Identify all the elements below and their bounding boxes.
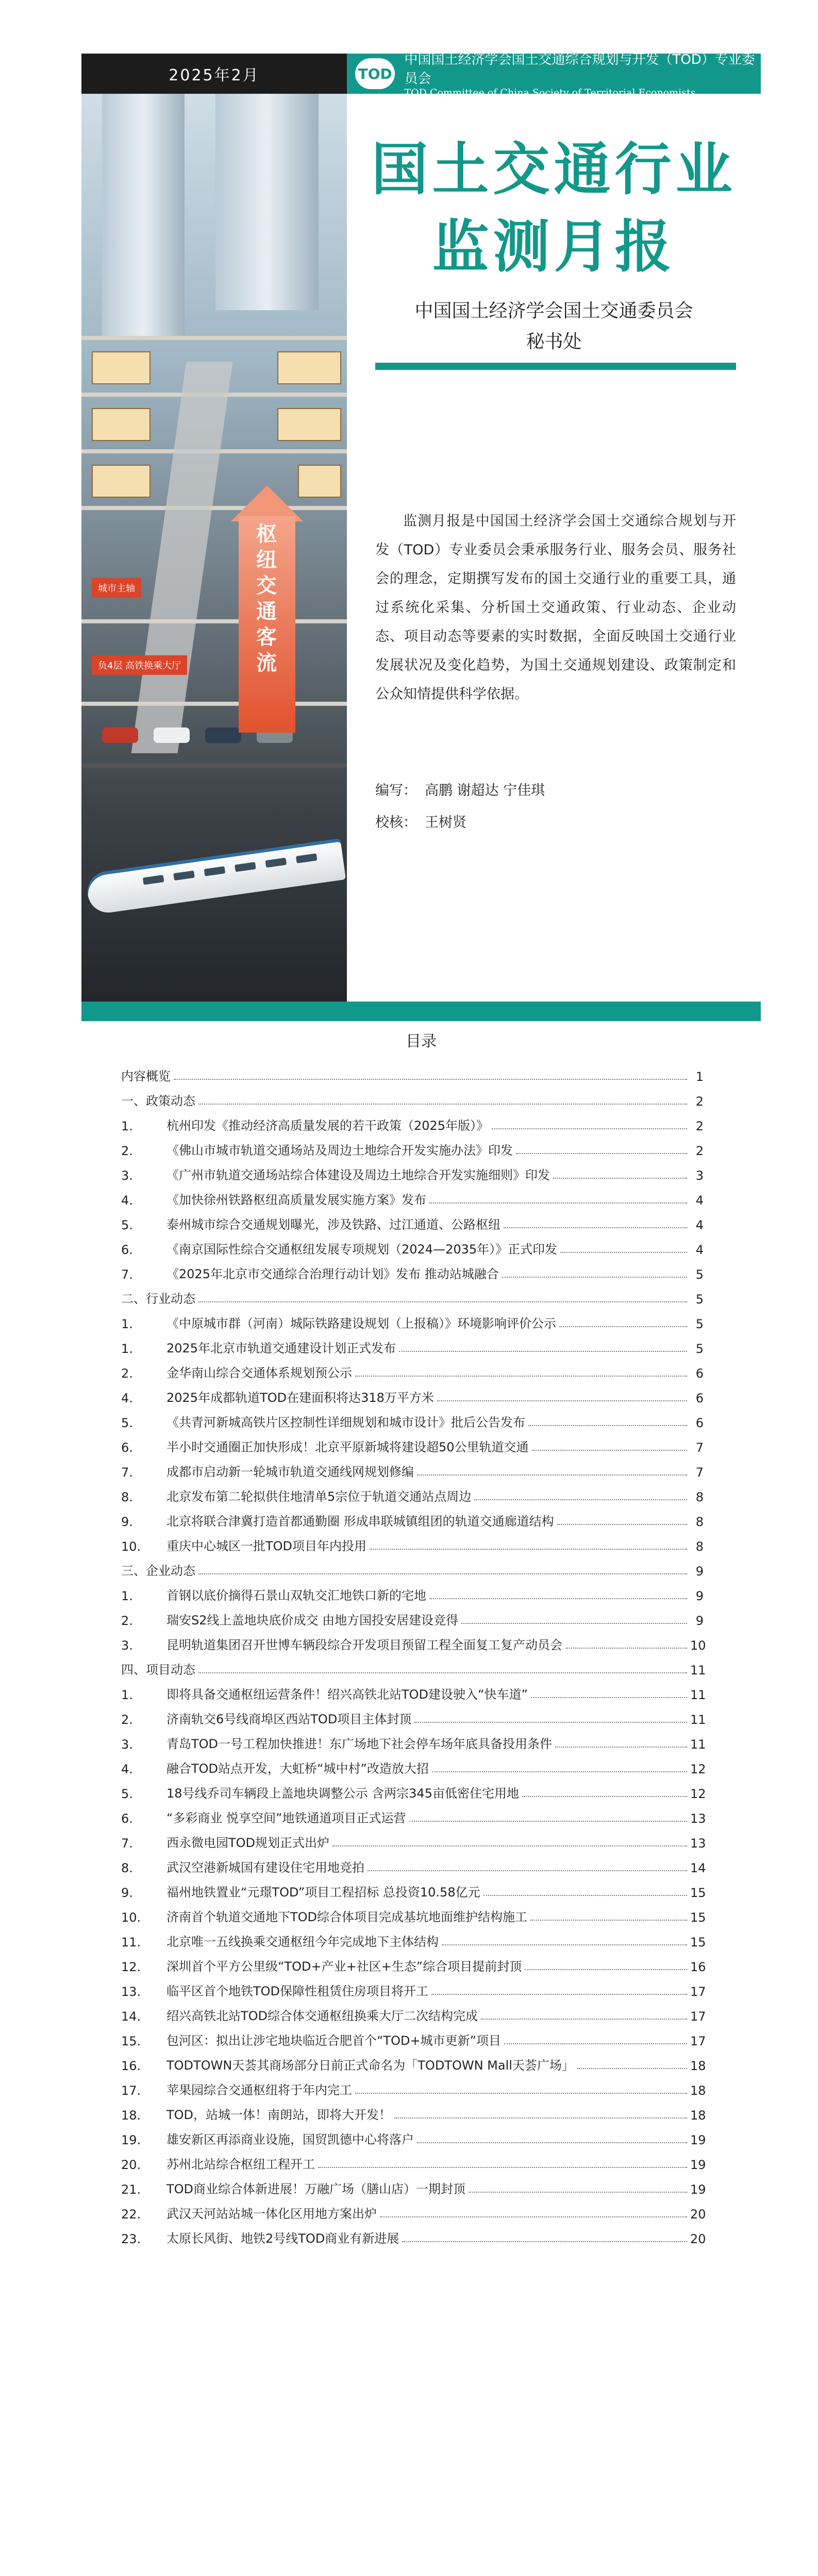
toc-leader-dots bbox=[409, 1821, 688, 1822]
toc-leader-dots bbox=[355, 2093, 687, 2094]
toc-page-number: 7 bbox=[695, 1440, 704, 1455]
toc-entry-number: 10. bbox=[121, 1910, 141, 1925]
toc-leader-dots bbox=[429, 1598, 687, 1599]
table-of-contents bbox=[121, 1059, 704, 2246]
organization-name-en: TOD Committee of China Society of Territorial Economists bbox=[404, 87, 696, 98]
mall-floor bbox=[81, 702, 347, 706]
toc-leader-dots bbox=[198, 1104, 687, 1105]
toc-entry-number: 4. bbox=[121, 1391, 133, 1405]
toc-entry[interactable] bbox=[121, 1752, 704, 1776]
toc-page-number: 15 bbox=[690, 1910, 706, 1925]
toc-page-number: 11 bbox=[690, 1663, 706, 1677]
toc-entry-title: 苹果园综合交通枢纽将于年内完工 bbox=[166, 2083, 352, 2097]
toc-entry-number: 10. bbox=[121, 1539, 141, 1554]
publisher: 中国国土经济学会国土交通委员会 秘书处 bbox=[414, 300, 693, 352]
toc-entry-title: 金华南山综合交通体系规划预公示 bbox=[166, 1366, 352, 1380]
toc-page-number: 19 bbox=[690, 2182, 706, 2197]
toc-entry[interactable] bbox=[121, 1430, 704, 1455]
toc-leader-dots bbox=[474, 1499, 687, 1500]
toc-entry[interactable] bbox=[121, 1208, 704, 1232]
toc-entry-number: 1. bbox=[121, 1342, 133, 1356]
organization-banner bbox=[347, 52, 761, 98]
toc-leader-dots bbox=[198, 1573, 687, 1574]
toc-leader-dots bbox=[429, 1202, 687, 1204]
toc-entry[interactable] bbox=[121, 1257, 704, 1282]
toc-entry-number: 2. bbox=[121, 1614, 133, 1628]
toc-entry-number: 12. bbox=[121, 1960, 141, 1974]
toc-entry[interactable] bbox=[121, 1851, 704, 1875]
toc-entry-title: 《加快徐州铁路枢纽高质量发展实施方案》发布 bbox=[166, 1193, 426, 1207]
toc-entry[interactable] bbox=[121, 1529, 704, 1554]
toc-entry-title: 济南轨交6号线商埠区西站TOD项目主体封顶 bbox=[166, 1712, 412, 1726]
toc-entry-title: 太原长风街、地铁2号线TOD商业有新进展 bbox=[166, 2231, 399, 2246]
toc-page-number: 7 bbox=[695, 1465, 704, 1480]
toc-entry[interactable] bbox=[121, 2172, 704, 2197]
toc-entry-title: 《共青河新城高铁片区控制性详细规划和城市设计》批后公告发布 bbox=[166, 1415, 525, 1430]
toc-entry-number: 7. bbox=[121, 1836, 133, 1851]
toc-page-number: 16 bbox=[690, 1960, 706, 1974]
toc-entry-title: 即将具备交通枢纽运营条件！绍兴高铁北站TOD建设驶入“快车道” bbox=[166, 1687, 528, 1702]
shop-unit bbox=[277, 408, 341, 441]
toc-entry-number: 5. bbox=[121, 1787, 133, 1801]
toc-page-number: 1 bbox=[695, 1070, 704, 1084]
toc-entry-title: 昆明轨道集团召开世博车辆段综合开发项目预留工程全面复工复产动员会 bbox=[166, 1638, 562, 1652]
toc-leader-dots bbox=[332, 1845, 687, 1846]
toc-leader-dots bbox=[417, 2142, 687, 2143]
editors-line: 编写： 高鹏 谢超达 宁佳琪 bbox=[375, 783, 545, 799]
toc-entry[interactable] bbox=[121, 1677, 704, 1702]
toc-entry[interactable] bbox=[121, 1999, 704, 2024]
toc-entry-title: 融合TOD站点开发，大虹桥“城中村”改造放大招 bbox=[166, 1761, 429, 1776]
toc-entry-title: 《佛山市城市轨道交通场站及周边土地综合开发实施办法》印发 bbox=[166, 1143, 513, 1158]
toc-page-number: 18 bbox=[690, 2059, 706, 2073]
toc-entry[interactable] bbox=[121, 1381, 704, 1405]
toc-entry[interactable] bbox=[121, 2123, 704, 2147]
toc-entry[interactable] bbox=[121, 1455, 704, 1480]
toc-entry[interactable] bbox=[121, 1702, 704, 1727]
toc-leader-dots bbox=[531, 1697, 687, 1698]
toc-entry[interactable] bbox=[121, 2197, 704, 2222]
intro-paragraph: 监测月报是中国国土经济学会国土交通综合规划与开发（TOD）专业委员会秉承服务行业、服务会员、服务社会的理念，定期撰写发布的国土交通行业的重要工具，通过系统化采集、分析国土交通政策、行业动态、企业动态、项目动态等要素的实时数据，全面反映国土交通行业发展状况及变化趋势，为国土交通规划建设、政策制定和公众知情提供科学依据。 bbox=[375, 513, 736, 702]
toc-entry-title: 苏州北站综合枢纽工程开工 bbox=[166, 2157, 315, 2172]
toc-entry-number: 15. bbox=[121, 2034, 141, 2048]
toc-entry-title: 首钢以底价摘得石景山双轨交汇地铁口新的宅地 bbox=[166, 1588, 426, 1603]
toc-leader-dots bbox=[492, 1128, 687, 1129]
toc-entry[interactable] bbox=[121, 1232, 704, 1257]
toc-page-number: 18 bbox=[690, 2108, 706, 2123]
toc-entry-title: 包河区：拟出让涉宅地块临近合肥首个“TOD+城市更新”项目 bbox=[166, 2033, 502, 2048]
toc-leader-dots bbox=[555, 1747, 687, 1748]
toc-leader-dots bbox=[198, 1301, 687, 1302]
toc-page-number: 9 bbox=[695, 1614, 704, 1628]
toc-entry[interactable] bbox=[121, 1628, 704, 1653]
toc-entry-number: 5. bbox=[121, 1218, 133, 1232]
cover-bottom-band bbox=[81, 1002, 761, 1021]
skyscraper-right bbox=[215, 94, 319, 310]
label-city-axis: 城市主轴 bbox=[92, 578, 141, 598]
toc-page-number: 4 bbox=[695, 1193, 704, 1208]
toc-leader-dots bbox=[437, 1400, 687, 1401]
proofreader-line: 校核： 王树贤 bbox=[375, 815, 466, 831]
toc-page-number: 11 bbox=[690, 1688, 706, 1702]
toc-entry[interactable] bbox=[121, 1603, 704, 1628]
toc-leader-dots bbox=[431, 1994, 687, 1995]
mall-floor bbox=[81, 619, 347, 623]
toc-page-number: 9 bbox=[695, 1564, 704, 1579]
toc-leader-dots bbox=[504, 1227, 687, 1228]
toc-entry-number: 9. bbox=[121, 1515, 133, 1529]
toc-entry[interactable] bbox=[121, 1480, 704, 1504]
toc-entry-title: 一、政策动态 bbox=[121, 1094, 195, 1108]
toc-entry-title: 18号线乔司车辆段上盖地块调整公示 含两宗345亩低密住宅用地 bbox=[166, 1786, 519, 1801]
toc-leader-dots bbox=[461, 1623, 687, 1624]
toc-page-number: 14 bbox=[690, 1861, 706, 1875]
toc-entry-title: 绍兴高铁北站TOD综合体交通枢纽换乘大厅二次结构完成 bbox=[166, 2009, 478, 2023]
toc-entry[interactable] bbox=[121, 2147, 704, 2172]
toc-entry-title: 北京发布第二轮拟供住地清单5宗位于轨道交通站点周边 bbox=[166, 1489, 472, 1504]
toc-leader-dots bbox=[553, 1178, 687, 1179]
organization-names bbox=[404, 49, 761, 98]
toc-entry-number: 22. bbox=[121, 2207, 141, 2222]
toc-entry[interactable] bbox=[121, 1826, 704, 1851]
toc-entry[interactable] bbox=[121, 2222, 704, 2246]
toc-entry[interactable] bbox=[121, 1974, 704, 1999]
toc-leader-dots bbox=[370, 1549, 687, 1550]
toc-entry-number: 20. bbox=[121, 2158, 141, 2172]
toc-entry[interactable] bbox=[121, 1109, 704, 1133]
toc-entry-number: 1. bbox=[121, 1119, 133, 1133]
toc-entry[interactable] bbox=[121, 2073, 704, 2098]
toc-entry-number: 21. bbox=[121, 2182, 141, 2197]
toc-page-number: 8 bbox=[695, 1515, 704, 1529]
label-transfer-hall: 负4层 高铁换乘大厅 bbox=[92, 655, 187, 675]
toc-entry-number: 18. bbox=[121, 2108, 141, 2123]
toc-leader-dots bbox=[504, 2043, 687, 2044]
tod-station-illustration bbox=[81, 94, 347, 1002]
toc-entry-title: 《2025年北京市交通综合治理行动计划》发布 推动站城融合 bbox=[166, 1267, 499, 1281]
toc-page-number: 4 bbox=[695, 1243, 704, 1257]
toc-section[interactable] bbox=[121, 1084, 704, 1109]
toc-section[interactable] bbox=[121, 1059, 704, 1084]
toc-entry-title: 北京将联合津冀打造首都通勤圈 形成串联城镇组团的轨道交通廊道结构 bbox=[166, 1514, 554, 1529]
toc-entry-title: 成都市启动新一轮城市轨道交通线网规划修编 bbox=[166, 1465, 414, 1479]
organization-name-cn: 中国国土经济学会国土交通综合规划与开发（TOD）专业委员会 bbox=[404, 52, 755, 87]
toc-entry-number: 4. bbox=[121, 1762, 133, 1776]
toc-page-number: 9 bbox=[695, 1589, 704, 1603]
mall-floor bbox=[81, 336, 347, 340]
toc-leader-dots bbox=[318, 2167, 687, 2168]
shop-unit bbox=[277, 351, 341, 384]
toc-entry-number: 3. bbox=[121, 1638, 133, 1653]
shop-unit bbox=[298, 465, 341, 498]
toc-entry-title: 2025年成都轨道TOD在建面积将达318万平方米 bbox=[166, 1391, 434, 1405]
toc-entry-number: 8. bbox=[121, 1861, 133, 1875]
toc-entry-title: 济南首个轨道交通地下TOD综合体项目完成基坑地面维护结构施工 bbox=[166, 1910, 528, 1924]
toc-leader-dots bbox=[525, 1969, 687, 1970]
toc-entry[interactable] bbox=[121, 1875, 704, 1900]
parked-car bbox=[154, 727, 190, 743]
toc-entry[interactable] bbox=[121, 2098, 704, 2123]
report-cover bbox=[81, 54, 761, 1002]
toc-entry-number: 8. bbox=[121, 1490, 133, 1504]
toc-entry-title: 重庆中心城区一批TOD项目年内投用 bbox=[166, 1539, 367, 1553]
toc-entry-number: 23. bbox=[121, 2232, 141, 2246]
toc-entry-title: TOD，站城一体！南朗站，即将大开发！ bbox=[166, 2108, 392, 2122]
toc-page-number: 19 bbox=[690, 2133, 706, 2147]
toc-page-number: 2 bbox=[695, 1144, 704, 1158]
toc-page-number: 5 bbox=[695, 1267, 704, 1282]
toc-entry-number: 14. bbox=[121, 2009, 141, 2024]
toc-entry-title: 四、项目动态 bbox=[121, 1663, 195, 1677]
toc-entry-title: 二、行业动态 bbox=[121, 1292, 195, 1306]
toc-entry-title: 2025年北京市轨道交通建设计划正式发布 bbox=[166, 1341, 396, 1355]
toc-page-number: 11 bbox=[690, 1737, 706, 1752]
toc-leader-dots bbox=[483, 1895, 687, 1896]
toc-page-number: 10 bbox=[690, 1638, 706, 1653]
toc-entry-title: 《广州市轨道交通场站综合体建设及周边土地综合开发实施细则》印发 bbox=[166, 1168, 550, 1182]
toc-entry-title: 半小时交通圈正加快形成！北京平原新城将建设超50公里轨道交通 bbox=[166, 1440, 529, 1454]
toc-leader-dots bbox=[414, 1722, 687, 1723]
toc-entry-title: 临平区首个地铁TOD保障性租赁住房项目将开工 bbox=[166, 1984, 429, 1998]
toc-entry-title: 内容概览 bbox=[121, 1069, 171, 1083]
toc-entry[interactable] bbox=[121, 1579, 704, 1603]
toc-leader-dots bbox=[355, 1376, 687, 1377]
parking-floor bbox=[81, 764, 347, 768]
report-title: 国土交通行业 监测月报 bbox=[371, 137, 737, 280]
toc-entry-number: 1. bbox=[121, 1317, 133, 1331]
toc-entry-title: 泰州城市综合交通规划曝光，涉及铁路、过江通道、公路枢纽 bbox=[166, 1217, 500, 1232]
toc-leader-dots bbox=[417, 1475, 687, 1476]
shop-unit bbox=[92, 408, 151, 441]
toc-entry-title: 西永微电园TOD规划正式出炉 bbox=[166, 1836, 330, 1850]
toc-page-number: 8 bbox=[695, 1539, 704, 1554]
toc-entry-title: 《中原城市群（河南）城际铁路建设规划（上报稿）》环境影响评价公示 bbox=[166, 1316, 556, 1331]
toc-page-number: 13 bbox=[690, 1811, 706, 1826]
toc-page-number: 5 bbox=[695, 1342, 704, 1356]
toc-entry[interactable] bbox=[121, 1307, 704, 1331]
toc-entry-number: 1. bbox=[121, 1589, 133, 1603]
toc-leader-dots bbox=[560, 1252, 687, 1253]
toc-entry[interactable] bbox=[121, 1776, 704, 1801]
toc-entry[interactable] bbox=[121, 1504, 704, 1529]
toc-entry-title: 青岛TOD一号工程加快推进！东广场地下社会停车场年底具备投用条件 bbox=[166, 1737, 553, 1751]
toc-entry-number: 7. bbox=[121, 1465, 133, 1480]
toc-entry-title: “多彩商业 悦享空间”地铁通道项目正式运营 bbox=[166, 1811, 406, 1825]
toc-page-number: 6 bbox=[695, 1366, 704, 1381]
toc-leader-dots bbox=[380, 2216, 687, 2217]
toc-entry-title: 深圳首个平方公里级“TOD+产业+社区+生态”综合项目提前封顶 bbox=[166, 1959, 522, 1974]
toc-entry-number: 3. bbox=[121, 1168, 133, 1183]
toc-entry[interactable] bbox=[121, 1727, 704, 1752]
toc-entry-number: 3. bbox=[121, 1737, 133, 1752]
toc-entry-number: 19. bbox=[121, 2133, 141, 2147]
toc-page-number: 2 bbox=[695, 1119, 704, 1133]
toc-leader-dots bbox=[432, 1771, 687, 1772]
toc-page-number: 6 bbox=[695, 1391, 704, 1405]
toc-entry-title: 杭州印发《推动经济高质量发展的若干政策（2025年版）》 bbox=[166, 1118, 489, 1133]
toc-entry[interactable] bbox=[121, 2048, 704, 2073]
toc-leader-dots bbox=[502, 1277, 687, 1278]
toc-leader-dots bbox=[174, 1079, 687, 1080]
skyscraper-left bbox=[102, 94, 185, 336]
toc-entry-title: 福州地铁置业“元璟TOD”项目工程招标 总投资10.58亿元 bbox=[166, 1885, 480, 1900]
toc-leader-dots bbox=[402, 2241, 687, 2242]
toc-page-number: 12 bbox=[690, 1762, 706, 1776]
toc-leader-dots bbox=[399, 1351, 687, 1352]
toc-page-number: 13 bbox=[690, 1836, 706, 1851]
divider-bar bbox=[375, 363, 736, 370]
toc-entry[interactable] bbox=[121, 1356, 704, 1381]
toc-entry-number: 2. bbox=[121, 1366, 133, 1381]
tod-logo-icon: TOD bbox=[355, 58, 395, 89]
toc-entry[interactable] bbox=[121, 1331, 704, 1356]
toc-entry-number: 13. bbox=[121, 1985, 141, 1999]
toc-entry-title: 《南京国际性综合交通枢纽发展专项规划（2024—2035年）》正式印发 bbox=[166, 1242, 558, 1257]
toc-entry[interactable] bbox=[121, 1158, 704, 1183]
toc-page-number: 18 bbox=[690, 2083, 706, 2098]
toc-page-number: 12 bbox=[690, 1787, 706, 1801]
toc-entry[interactable] bbox=[121, 1925, 704, 1950]
toc-page-number: 17 bbox=[690, 2009, 706, 2024]
toc-page-number: 6 bbox=[695, 1416, 704, 1430]
issue-date: 2025年2月 bbox=[81, 54, 347, 94]
toc-leader-dots bbox=[530, 1920, 687, 1921]
toc-leader-dots bbox=[522, 1796, 687, 1797]
toc-leader-dots bbox=[559, 1326, 687, 1327]
toc-page-number: 19 bbox=[690, 2158, 706, 2172]
toc-leader-dots bbox=[577, 2068, 687, 2069]
shop-unit bbox=[92, 465, 151, 498]
toc-page-number: 15 bbox=[690, 1886, 706, 1900]
toc-entry-title: TOD商业综合体新进展！万融广场（膳山店）一期封顶 bbox=[166, 2182, 466, 2196]
shop-unit bbox=[92, 351, 151, 384]
toc-leader-dots bbox=[442, 1944, 687, 1945]
toc-entry-title: 三、企业动态 bbox=[121, 1564, 195, 1578]
toc-section[interactable] bbox=[121, 1554, 704, 1579]
toc-entry-number: 4. bbox=[121, 1193, 133, 1208]
toc-entry-number: 6. bbox=[121, 1243, 133, 1257]
toc-entry[interactable] bbox=[121, 1183, 704, 1208]
toc-entry[interactable] bbox=[121, 1405, 704, 1430]
toc-page-number: 11 bbox=[690, 1713, 706, 1727]
toc-page-number: 20 bbox=[690, 2232, 706, 2246]
toc-page-number: 17 bbox=[690, 1985, 706, 1999]
toc-leader-dots bbox=[481, 2019, 687, 2020]
toc-section[interactable] bbox=[121, 1653, 704, 1677]
toc-page-number: 5 bbox=[695, 1317, 704, 1331]
toc-entry[interactable] bbox=[121, 1950, 704, 1974]
toc-leader-dots bbox=[565, 1648, 687, 1649]
toc-leader-dots bbox=[469, 2192, 687, 2193]
toc-entry-number: 17. bbox=[121, 2083, 141, 2098]
toc-leader-dots bbox=[394, 2117, 687, 2119]
toc-entry-number: 5. bbox=[121, 1416, 133, 1430]
toc-entry[interactable] bbox=[121, 1801, 704, 1826]
toc-section[interactable] bbox=[121, 1282, 704, 1307]
toc-entry-title: 武汉天河站站城一体化区用地方案出炉 bbox=[166, 2207, 377, 2221]
toc-leader-dots bbox=[198, 1672, 687, 1673]
toc-leader-dots bbox=[368, 1870, 687, 1871]
toc-entry-title: 北京唯一五线换乘交通枢纽今年完成地下主体结构 bbox=[166, 1935, 439, 1949]
passenger-flow-label: 枢 纽 交 通 客 流 bbox=[256, 522, 278, 675]
toc-title: 目录 bbox=[406, 1032, 437, 1050]
credits bbox=[375, 775, 736, 839]
toc-entry-title: 瑞安S2线上盖地块底价成交 由地方国投安居建设竞得 bbox=[166, 1613, 459, 1628]
mall-floor bbox=[81, 506, 347, 510]
toc-entry-number: 11. bbox=[121, 1935, 141, 1950]
parked-car bbox=[205, 727, 241, 743]
toc-leader-dots bbox=[557, 1524, 687, 1525]
toc-page-number: 4 bbox=[695, 1218, 704, 1232]
toc-entry[interactable] bbox=[121, 2024, 704, 2048]
toc-entry[interactable] bbox=[121, 1900, 704, 1925]
toc-page-number: 15 bbox=[690, 1935, 706, 1950]
toc-leader-dots bbox=[528, 1425, 687, 1426]
toc-page-number: 20 bbox=[690, 2207, 706, 2222]
toc-entry[interactable] bbox=[121, 1133, 704, 1158]
toc-entry-title: 武汉空港新城国有建设住宅用地竞拍 bbox=[166, 1860, 364, 1875]
toc-entry-number: 6. bbox=[121, 1440, 133, 1455]
toc-entry-number: 2. bbox=[121, 1144, 133, 1158]
toc-leader-dots bbox=[516, 1153, 687, 1154]
toc-entry-title: 雄安新区再添商业设施，国贸凯德中心将落户 bbox=[166, 2132, 414, 2147]
toc-page-number: 17 bbox=[690, 2034, 706, 2048]
parked-car bbox=[102, 727, 138, 743]
toc-entry-number: 16. bbox=[121, 2059, 141, 2073]
toc-page-number: 5 bbox=[695, 1292, 704, 1307]
toc-entry-number: 9. bbox=[121, 1886, 133, 1900]
toc-entry-number: 2. bbox=[121, 1713, 133, 1727]
toc-page-number: 8 bbox=[695, 1490, 704, 1504]
toc-entry-number: 1. bbox=[121, 1688, 133, 1702]
high-speed-train-icon bbox=[85, 839, 346, 916]
toc-entry-number: 6. bbox=[121, 1811, 133, 1826]
toc-leader-dots bbox=[532, 1450, 687, 1451]
toc-entry-title: TODTOWN天荟其商场部分日前正式命名为「TODTOWN Mall天荟广场」 bbox=[166, 2058, 574, 2073]
toc-page-number: 2 bbox=[695, 1094, 704, 1109]
toc-page-number: 3 bbox=[695, 1168, 704, 1183]
toc-entry-number: 7. bbox=[121, 1267, 133, 1282]
